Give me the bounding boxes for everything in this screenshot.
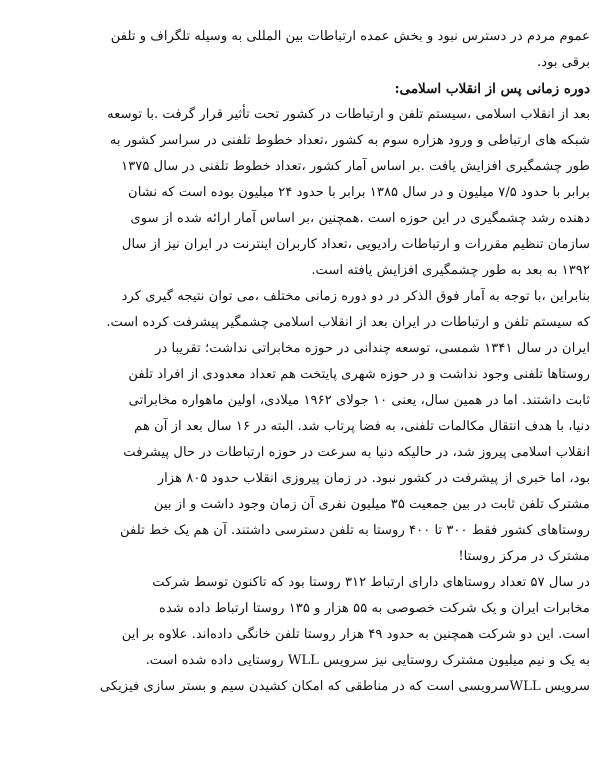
text-line: مشترک تلفن ثابت در بین جمعیت ۳۵ میلیون نفری آن زمان وجود داشت و از بین — [153, 497, 590, 512]
text-line: سازمان تنظیم مقررات و ارتباطات رادیویی ،تعداد کاربران اینترنت در ایران نیز از سال — [121, 237, 590, 252]
text-line: در سال ۵۷ تعداد روستاهای دارای ارتباط ۳۱۲ روستا بود که تاکنون توسط شرکت — [152, 575, 590, 590]
paragraph-rural-lines — [36, 570, 590, 700]
text-line: مشترک در مرکز روستا! — [458, 549, 590, 564]
text-line: بعد از انقلاب اسلامی ،سیستم تلفن و ارتباطات در کشور تحت تأثیر قرار گرفت .با توسعه — [107, 107, 590, 122]
text-line: بود، اما خبری از پیشرفت در کشور نبود. در زمان پیروزی انقلاب حدود ۸۰۵ هزار — [157, 471, 590, 486]
text-line: بنابراین ،با توجه به آمار فوق الذکر در دو دوره زمانی مختلف ،می توان نتیجه گیری کرد — [121, 289, 590, 304]
text-line: ایران در سال ۱۳۴۱ شمسی، توسعه چندانی در حوزه مخابراتی نداشت؛ تقریبا در — [155, 341, 590, 356]
text-line: طور چشمگیری افزایش یافت .بر اساس آمار کشور ،تعداد خطوط تلفنی در سال ۱۳۷۵ — [121, 159, 590, 174]
text-line: است. این دو شرکت همچنین به حدود ۴۹ هزار روستا تلفن خانگی داده‌اند. علاوه بر این — [121, 627, 590, 642]
text-line: برقی بود. — [537, 55, 590, 70]
text-line: روستاهای کشور فقط ۳۰۰ تا ۴۰۰ روستا به تلفن دسترسی داشتند. آن هم یک خط تلفن — [120, 523, 590, 538]
text-line: دنیا، با هدف انتقال مکالمات تلفنی، به فضا پرتاب شد. البته در ۱۶ سال بعد از آن هم — [134, 419, 590, 434]
paragraph-1341 — [36, 336, 590, 570]
text-line: سرویس WLLسرویسی است که در مناطقی که امکان کشیدن سیم و بستر سازی فیزیکی — [99, 679, 590, 694]
text-line: به یک و نیم میلیون مشترک روستایی نیز سرویس WLL روستایی داده شده است. — [145, 653, 590, 668]
text-line: ۱۳۹۲ به بعد به طور چشمگیری افزایش یافته است. — [311, 263, 590, 278]
text-line: روستاها تلفنی وجود نداشت و در حوزه شهری پایتخت هم تعداد معدودی از افراد تلفن — [128, 367, 590, 382]
text-line: برابر با حدود ۷/۵ میلیون و در سال ۱۳۸۵ برابر با حدود ۲۴ میلیون بوده است که نشان — [128, 185, 590, 200]
section-heading: دوره زمانی پس از انقلاب اسلامی: — [394, 81, 590, 97]
paragraph-intro — [36, 24, 590, 76]
paragraph-post-revolution — [36, 102, 590, 336]
text-line: که سیستم تلفن و ارتباطات در ایران بعد از انقلاب اسلامی چشمگیر پیشرفت کرده است. — [106, 315, 590, 330]
text-line: ثابت داشتند. اما در همین سال، یعنی ۱۰ جولای ۱۹۶۲ میلادی، اولین ماهواره مخابراتی — [128, 393, 590, 408]
text-line: مخابرات ایران و یک شرکت خصوصی به ۵۵ هزار و ۱۳۵ روستا ارتباط داده شده — [159, 601, 590, 616]
document-page — [36, 24, 590, 776]
text-line: انقلاب اسلامی پیروز شد، در حالیکه دنیا به سرعت در حوزه ارتباطات در حال پیشرفت — [123, 445, 590, 460]
text-line: شبکه های ارتباطی و ورود هزاره سوم به کشور ،تعداد خطوط تلفنی در سراسر کشور به — [109, 133, 590, 148]
text-line: عموم مردم در دسترس نبود و بخش عمده ارتباطات بین المللی به وسیله تلگراف و تلفن — [110, 29, 590, 44]
text-line: دهنده رشد چشمگیری در این حوزه است .همچنین ،بر اساس آمار ارائه شده از سوی — [130, 211, 590, 226]
